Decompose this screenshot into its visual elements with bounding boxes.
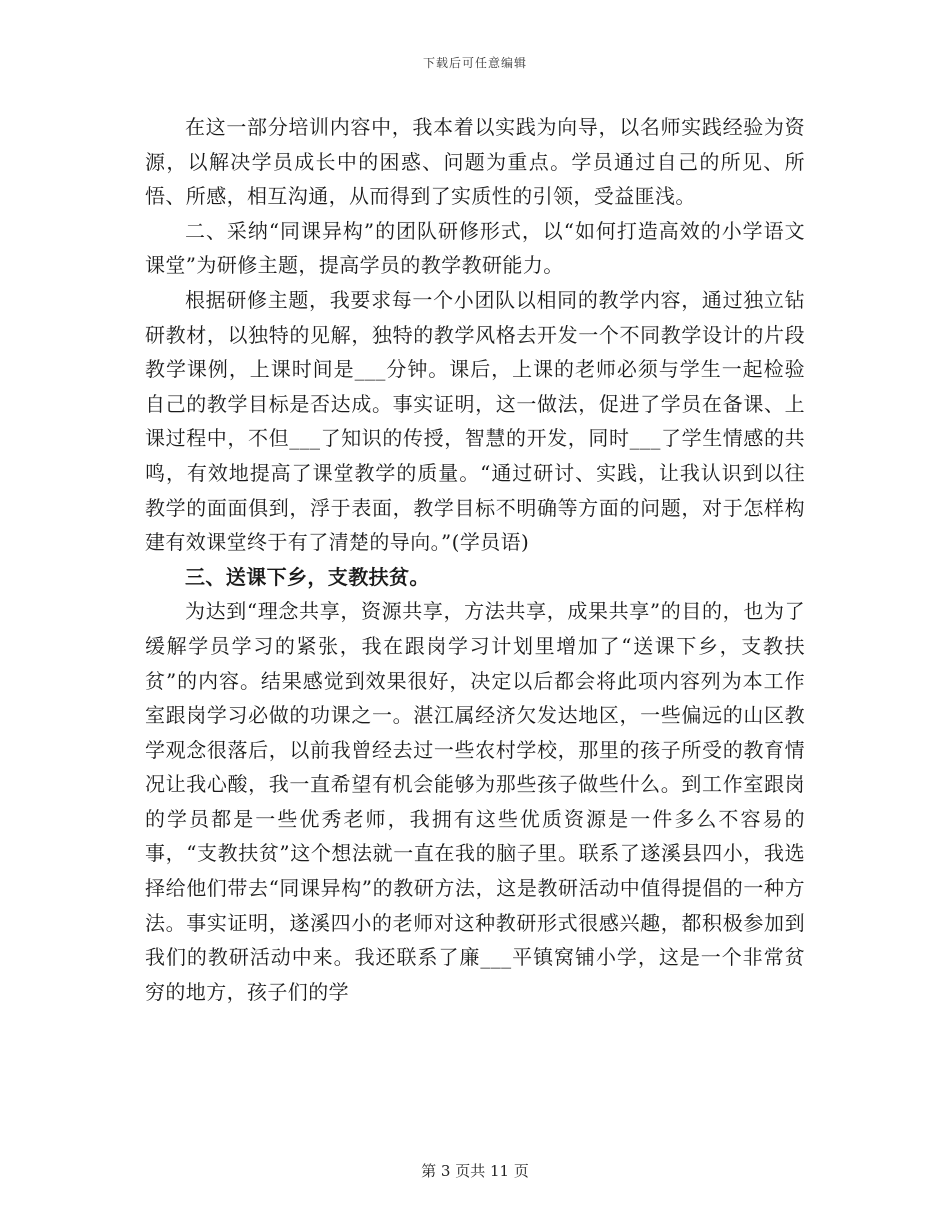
paragraph-rural-teaching: 为达到“理念共享，资源共享，方法共享，成果共享”的目的，也为了缓解学员学习的紧张，我在跟岗学习计划里增加了“送课下乡，支教扶贫”的内容。结果感觉到效果很好，决定以后都会将此项内容列为本工作室跟岗学习必做的功课之一。湛江属经济欠发达地区，一些偏远的山区教学观念很落后，以前我曾经去过一些农村学校，那里的孩子所受的教育情况让我心酸，我一直希望有机会能够为那些孩子做些什么。到工作室跟岗的学员都是一些优秀老师，我拥有这些优质资源是一件多么不容易的事，“支教扶贫”这个想法就一直在我的脑子里。联系了遂溪县四小，我选择给他们带去“同课异构”的教研方法，这是教研活动中值得提倡的一种方法。事实证明，遂溪四小的老师对这种教研形式很感兴趣，都积极参加到我们的教研活动中来。我还联系了廉___平镇窝铺小学，这是一个非常贫穷的地方，孩子们的学 (145, 599, 805, 1004)
section-heading-three: 三、送课下乡，支教扶贫。 (185, 564, 430, 589)
paragraph-research-topic: 根据研修主题，我要求每一个小团队以相同的教学内容，通过独立钻研教材，以独特的见解，独特的教学风格去开发一个不同教学设计的片段教学课例，上课时间是___分钟。课后，上课的老师必须与学生一起检验自己的教学目标是否达成。事实证明，这一做法，促进了学员在备课、上课过程中，不但___了知识的传授，智慧的开发，同时___了学生情感的共鸣，有效地提高了课堂教学的质量。“通过研讨、实践，让我认识到以往教学的面面俱到，浮于表面，教学目标不明确等方面的问题，对于怎样构建有效课堂终于有了清楚的导向。”(学员语) (145, 287, 805, 555)
page-number: 第 3 页共 11 页 (421, 1162, 529, 1180)
paragraph-intro: 在这一部分培训内容中，我本着以实践为向导，以名师实践经验为资源，以解决学员成长中的困惑、问题为重点。学员通过自己的所见、所悟、所感，相互沟通，从而得到了实质性的引领，受益匪浅。 (145, 115, 805, 209)
page-header: 下载后可任意编辑 (422, 56, 527, 70)
document-body (145, 110, 805, 1009)
paragraph-section-two: 二、采纳“同课异构”的团队研修形式，以“如何打造高效的小学语文课堂”为研修主题，提高学员的教学教研能力。 (145, 218, 805, 278)
